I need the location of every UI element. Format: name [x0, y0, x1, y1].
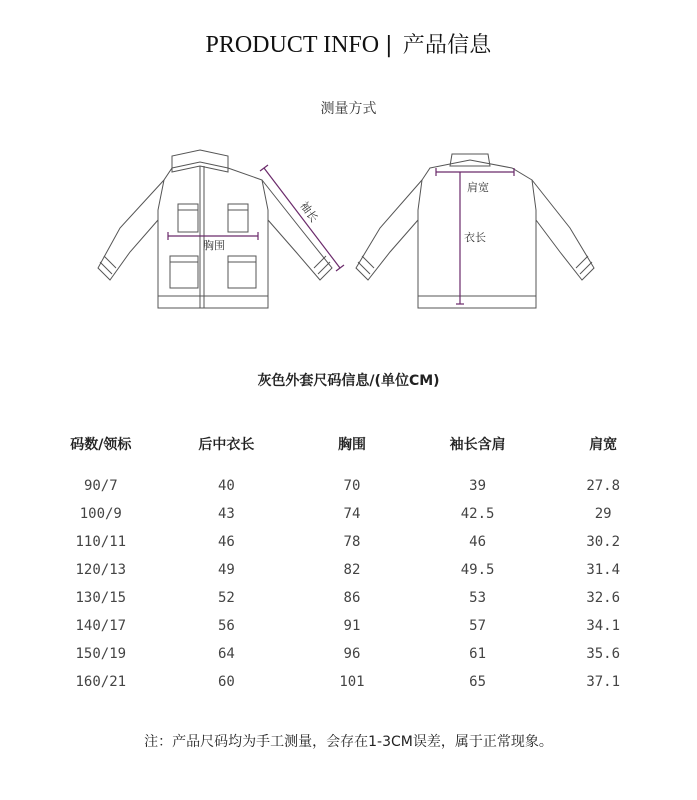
col-chest: 胸围: [337, 437, 366, 453]
cell-chest: 86: [343, 590, 361, 606]
cell-back-length: 56: [217, 618, 235, 634]
col-size-tag: 码数/领标: [70, 437, 132, 453]
table-row: [38, 528, 666, 556]
col-shoulder: 肩宽: [589, 437, 618, 453]
measurement-diagram: [0, 140, 697, 324]
cell-chest: 101: [339, 674, 365, 690]
cell-chest: 78: [343, 534, 361, 550]
cell-sleeve: 49.5: [460, 562, 495, 578]
cell-sleeve: 57: [469, 618, 486, 634]
cell-size-tag: 110/11: [75, 534, 127, 550]
cell-back-length: 52: [217, 590, 235, 606]
table-row: [38, 556, 666, 584]
size-table-header: [38, 430, 666, 458]
cell-sleeve: 42.5: [460, 506, 495, 522]
title-english: PRODUCT INFO: [205, 32, 380, 58]
cell-chest: 74: [343, 506, 361, 522]
sleeve-label: 袖长: [297, 199, 321, 225]
cell-shoulder: 29: [594, 506, 612, 522]
cell-size-tag: 120/13: [75, 562, 127, 578]
table-row: [38, 612, 666, 640]
cell-size-tag: 100/9: [79, 506, 122, 522]
cell-chest: 70: [343, 478, 361, 494]
cell-sleeve: 46: [469, 534, 486, 550]
page-title: [0, 28, 697, 59]
cell-size-tag: 140/17: [75, 618, 127, 634]
col-back-length: 后中衣长: [198, 437, 255, 453]
col-sleeve-with-shoulder: 袖长含肩: [449, 437, 506, 453]
cell-size-tag: 150/19: [75, 646, 127, 662]
cell-back-length: 60: [217, 674, 235, 690]
cell-back-length: 43: [217, 506, 235, 522]
jacket-illustration: [0, 140, 697, 320]
cell-back-length: 40: [217, 478, 235, 494]
shoulder-label: 肩宽: [467, 181, 489, 194]
chest-label: 胸围: [203, 239, 225, 252]
table-row: [38, 584, 666, 612]
size-table: [38, 430, 666, 696]
cell-shoulder: 27.8: [586, 478, 621, 494]
cell-back-length: 49: [217, 562, 235, 578]
cell-sleeve: 65: [469, 674, 486, 690]
cell-shoulder: 34.1: [586, 618, 621, 634]
cell-shoulder: 31.4: [586, 562, 621, 578]
cell-shoulder: 35.6: [586, 646, 621, 662]
cell-sleeve: 39: [469, 478, 486, 494]
table-row: [38, 472, 666, 500]
table-row: [38, 640, 666, 668]
cell-shoulder: 30.2: [586, 534, 621, 550]
cell-back-length: 64: [217, 646, 235, 662]
table-row: [38, 668, 666, 696]
cell-size-tag: 90/7: [83, 478, 118, 494]
table-row: [38, 500, 666, 528]
measurement-note: 注：产品尺码均为手工测量，会存在1-3CM误差，属于正常现象。: [144, 734, 553, 750]
cell-chest: 96: [343, 646, 361, 662]
cell-chest: 82: [343, 562, 361, 578]
cell-back-length: 46: [217, 534, 235, 550]
title-separator: |: [385, 33, 393, 58]
cell-size-tag: 160/21: [75, 674, 127, 690]
size-table-title: 灰色外套尺码信息/(单位CM): [257, 373, 440, 389]
cell-shoulder: 32.6: [586, 590, 621, 606]
title-chinese: 产品信息: [402, 33, 492, 58]
jacket-front-illustration: [98, 150, 332, 308]
cell-shoulder: 37.1: [586, 674, 621, 690]
cell-size-tag: 130/15: [75, 590, 127, 606]
cell-sleeve: 53: [469, 590, 486, 606]
cell-sleeve: 61: [469, 646, 486, 662]
cell-chest: 91: [343, 618, 361, 634]
length-label: 衣长: [464, 231, 486, 244]
measure-method-label: 测量方式: [320, 101, 377, 117]
